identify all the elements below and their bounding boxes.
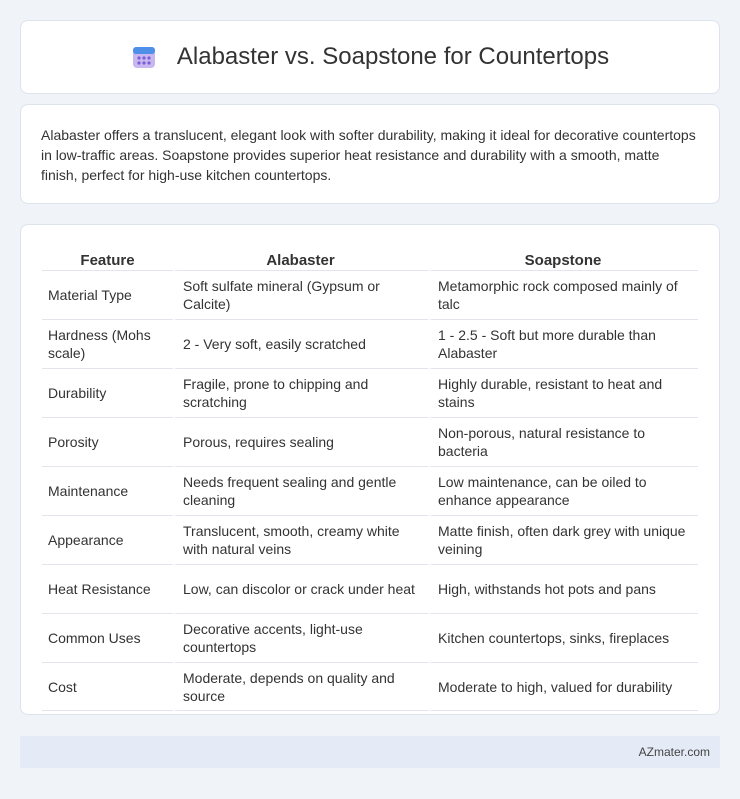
- calendar-icon: [131, 44, 157, 70]
- soapstone-cell: Kitchen countertops, sinks, fireplaces: [428, 613, 698, 662]
- soapstone-cell: Low maintenance, can be oiled to enhance appearance: [428, 466, 698, 515]
- table-row: [42, 417, 698, 466]
- feature-cell: Material Type: [42, 270, 173, 319]
- alabaster-cell: Low, can discolor or crack under heat: [173, 564, 428, 613]
- feature-cell: Heat Resistance: [42, 564, 173, 613]
- column-header-feature: Feature: [80, 251, 135, 269]
- table-row: [42, 662, 698, 711]
- table-row: [42, 270, 698, 319]
- soapstone-cell: High, withstands hot pots and pans: [428, 564, 698, 613]
- alabaster-cell: Needs frequent sealing and gentle cleaning: [173, 466, 428, 515]
- soapstone-cell: 1 - 2.5 - Soft but more durable than Alabaster: [428, 319, 698, 368]
- table-row: [42, 466, 698, 515]
- alabaster-cell: 2 - Very soft, easily scratched: [173, 319, 428, 368]
- soapstone-cell: Matte finish, often dark grey with unique veining: [428, 515, 698, 564]
- intro-text: Alabaster offers a translucent, elegant look with softer durability, making it ideal for decorative countertops in low-traffic areas. Soapstone provides superior heat resistance and durability with a smooth, matte finish, perfect for high-use kitchen countertops.: [41, 127, 696, 183]
- feature-cell: Cost: [42, 662, 173, 711]
- feature-cell: Porosity: [42, 417, 173, 466]
- feature-cell: Durability: [42, 368, 173, 417]
- table-row: [42, 613, 698, 662]
- alabaster-cell: Porous, requires sealing: [173, 417, 428, 466]
- alabaster-cell: Translucent, smooth, creamy white with natural veins: [173, 515, 428, 564]
- alabaster-cell: Fragile, prone to chipping and scratching: [173, 368, 428, 417]
- intro-card: [20, 104, 720, 204]
- column-header-alabaster: Alabaster: [266, 251, 335, 269]
- table-header-row: [42, 245, 698, 270]
- alabaster-cell: Decorative accents, light-use countertops: [173, 613, 428, 662]
- column-header-soapstone: Soapstone: [524, 251, 602, 269]
- table-row: [42, 319, 698, 368]
- comparison-table: [42, 245, 698, 711]
- table-row: [42, 368, 698, 417]
- soapstone-cell: Highly durable, resistant to heat and stains: [428, 368, 698, 417]
- table-row: [42, 564, 698, 613]
- feature-cell: Common Uses: [42, 613, 173, 662]
- soapstone-cell: Metamorphic rock composed mainly of talc: [428, 270, 698, 319]
- feature-cell: Hardness (Mohs scale): [42, 319, 173, 368]
- title-card: [20, 20, 720, 94]
- feature-cell: Maintenance: [42, 466, 173, 515]
- comparison-table-card: [20, 224, 720, 715]
- page-title: Alabaster vs. Soapstone for Countertops: [176, 43, 610, 70]
- alabaster-cell: Soft sulfate mineral (Gypsum or Calcite): [173, 270, 428, 319]
- table-row: [42, 515, 698, 564]
- footer-brand: AZmater.com: [638, 745, 710, 759]
- footer: [20, 736, 720, 768]
- soapstone-cell: Non-porous, natural resistance to bacteria: [428, 417, 698, 466]
- feature-cell: Appearance: [42, 515, 173, 564]
- alabaster-cell: Moderate, depends on quality and source: [173, 662, 428, 711]
- soapstone-cell: Moderate to high, valued for durability: [428, 662, 698, 711]
